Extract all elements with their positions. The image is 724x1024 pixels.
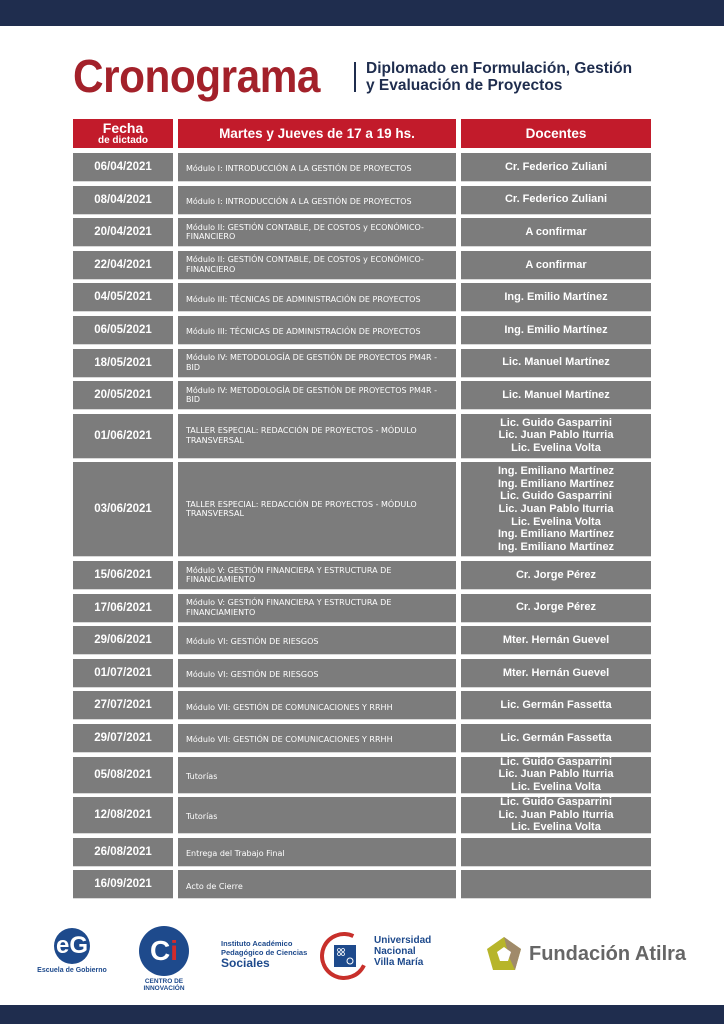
row-topic: Módulo III: TÉCNICAS DE ADMINISTRACIÓN DE PROYECTOS — [178, 316, 456, 344]
teacher-name: Lic. Juan Pablo Iturria — [498, 808, 614, 821]
centro-de-innovacion-logo — [137, 926, 191, 992]
teacher-name: A confirmar — [525, 258, 587, 271]
table-row — [73, 462, 651, 556]
row-topic: Módulo II: GESTIÓN CONTABLE, DE COSTOS y ECONÓMICO-FINANCIERO — [178, 218, 456, 246]
iapcs-line-3: Sociales — [221, 956, 270, 970]
table-row — [73, 414, 651, 458]
row-topic: Módulo III: TÉCNICAS DE ADMINISTRACIÓN DE PROYECTOS — [178, 283, 456, 311]
column-header-topic-label: Martes y Jueves de 17 a 19 hs. — [219, 126, 415, 141]
teacher-name: Cr. Federico Zuliani — [504, 193, 608, 206]
table-row — [73, 316, 651, 344]
row-teachers — [461, 218, 651, 246]
teacher-name: Lic. Juan Pablo Iturria — [498, 429, 614, 442]
teacher-name: Cr. Jorge Pérez — [515, 568, 597, 581]
row-teachers — [461, 186, 651, 214]
title-divider — [354, 62, 356, 92]
row-topic: Tutorías — [178, 797, 456, 833]
teacher-name: Lic. Guido Gasparrini — [500, 490, 612, 503]
escuela-de-gobierno-logo — [34, 928, 110, 974]
row-date: 05/08/2021 — [73, 757, 173, 793]
row-date: 29/06/2021 — [73, 626, 173, 654]
row-date: 04/05/2021 — [73, 283, 173, 311]
top-bar — [0, 0, 724, 26]
row-teachers — [461, 626, 651, 654]
row-topic: Módulo VI: GESTIÓN DE RIESGOS — [178, 659, 456, 687]
teacher-name: Lic. Evelina Volta — [511, 780, 601, 793]
table-row — [73, 659, 651, 687]
teacher-name: Mter. Hernán Guevel — [502, 633, 610, 646]
teacher-name: A confirmar — [525, 225, 587, 238]
table-row — [73, 561, 651, 589]
row-teachers — [461, 659, 651, 687]
atilra-pentagon-icon — [485, 935, 523, 973]
row-teachers — [461, 381, 651, 409]
row-teachers — [461, 870, 651, 898]
teacher-name: Lic. Evelina Volta — [511, 821, 601, 834]
row-teachers — [461, 283, 651, 311]
instituto-ciencias-sociales-logo — [221, 940, 307, 970]
row-date: 12/08/2021 — [73, 797, 173, 833]
unvm-square-icon — [334, 945, 356, 967]
bottom-bar — [0, 1005, 724, 1024]
table-row — [73, 626, 651, 654]
teacher-name: Lic. Guido Gasparrini — [500, 796, 612, 809]
row-teachers — [461, 724, 651, 752]
row-date: 15/06/2021 — [73, 561, 173, 589]
row-teachers — [461, 757, 651, 793]
table-row — [73, 381, 651, 409]
row-topic: Módulo VII: GESTIÓN DE COMUNICACIONES Y RRHH — [178, 724, 456, 752]
column-header-teachers-label: Docentes — [525, 126, 587, 141]
row-date: 01/06/2021 — [73, 414, 173, 458]
table-row — [73, 349, 651, 377]
table-row — [73, 218, 651, 246]
teacher-name: Ing. Emilio Martínez — [504, 291, 608, 304]
teacher-name: Lic. Germán Fassetta — [500, 731, 612, 744]
row-topic: Módulo VI: GESTIÓN DE RIESGOS — [178, 626, 456, 654]
row-date: 26/08/2021 — [73, 838, 173, 866]
row-teachers — [461, 838, 651, 866]
row-topic: Módulo IV: METODOLOGÍA DE GESTIÓN DE PROYECTOS PM4R - BID — [178, 381, 456, 409]
table-row — [73, 153, 651, 181]
unvm-logo — [320, 932, 445, 980]
row-date: 20/04/2021 — [73, 218, 173, 246]
teacher-name: Mter. Hernán Guevel — [502, 666, 610, 679]
table-row — [73, 757, 651, 793]
teacher-name: Ing. Emiliano Martínez — [497, 540, 615, 553]
eg-label: Escuela de Gobierno — [37, 967, 107, 974]
ci-mark-c: C — [149, 935, 171, 966]
row-teachers — [461, 561, 651, 589]
teacher-name: Lic. Juan Pablo Iturria — [498, 768, 614, 781]
column-header-date-main: Fecha — [102, 120, 144, 136]
row-date: 06/04/2021 — [73, 153, 173, 181]
row-topic: Módulo V: GESTIÓN FINANCIERA Y ESTRUCTURA DE FINANCIAMIENTO — [178, 561, 456, 589]
row-teachers — [461, 594, 651, 622]
column-header-teachers — [461, 119, 651, 148]
table-row — [73, 691, 651, 719]
footer-logos — [0, 920, 724, 1000]
teacher-name: Lic. Evelina Volta — [511, 441, 601, 454]
teacher-name: Cr. Federico Zuliani — [504, 160, 608, 173]
row-date: 20/05/2021 — [73, 381, 173, 409]
row-date: 03/06/2021 — [73, 462, 173, 556]
row-date: 08/04/2021 — [73, 186, 173, 214]
unvm-line-1: Universidad — [374, 935, 432, 946]
row-teachers — [461, 414, 651, 458]
teacher-name: Ing. Emiliano Martínez — [497, 528, 615, 541]
teacher-name: Ing. Emiliano Martínez — [497, 465, 615, 478]
row-teachers — [461, 691, 651, 719]
teacher-name: Lic. Evelina Volta — [511, 515, 601, 528]
row-date: 27/07/2021 — [73, 691, 173, 719]
column-header-date — [73, 119, 173, 148]
teacher-name: Cr. Jorge Pérez — [515, 601, 597, 614]
teacher-name: Lic. Manuel Martínez — [502, 388, 610, 401]
atilra-name: Fundación Atilra — [529, 942, 687, 965]
teacher-name: Lic. Germán Fassetta — [500, 699, 612, 712]
table-row — [73, 283, 651, 311]
row-date: 17/06/2021 — [73, 594, 173, 622]
row-topic: Módulo I: INTRODUCCIÓN A LA GESTIÓN DE PROYECTOS — [178, 153, 456, 181]
unvm-line-2: Nacional — [374, 946, 416, 957]
subtitle-line-2: y Evaluación de Proyectos — [366, 77, 563, 94]
row-teachers — [461, 797, 651, 833]
table-row — [73, 594, 651, 622]
teacher-name: Ing. Emilio Martínez — [504, 323, 608, 336]
fundacion-atilra-logo — [485, 934, 686, 974]
iapcs-line-1: Instituto Académico — [221, 939, 293, 948]
ci-label: CENTRO DE INNOVACIÓN — [143, 978, 185, 992]
unvm-text — [374, 935, 431, 968]
subtitle-line-1: Diplomado en Formulación, Gestión — [366, 60, 633, 77]
row-topic: TALLER ESPECIAL: REDACCIÓN DE PROYECTOS - MÓDULO TRANSVERSAL — [178, 462, 456, 556]
table-row — [73, 870, 651, 898]
row-date: 01/07/2021 — [73, 659, 173, 687]
eg-mark — [34, 928, 110, 964]
teacher-name: Lic. Juan Pablo Iturria — [498, 502, 614, 515]
table-row — [73, 797, 651, 833]
row-topic: Módulo II: GESTIÓN CONTABLE, DE COSTOS y ECONÓMICO-FINANCIERO — [178, 251, 456, 279]
row-teachers — [461, 153, 651, 181]
teacher-name: Lic. Guido Gasparrini — [500, 416, 612, 429]
unvm-line-3: Villa María — [374, 957, 424, 968]
row-date: 18/05/2021 — [73, 349, 173, 377]
row-topic: Módulo VII: GESTIÓN DE COMUNICACIONES Y RRHH — [178, 691, 456, 719]
row-date: 29/07/2021 — [73, 724, 173, 752]
table-row — [73, 724, 651, 752]
iapcs-line-2: Pedagógico de Ciencias — [221, 947, 308, 957]
table-row — [73, 186, 651, 214]
eg-mark-text: eG — [54, 928, 90, 964]
column-header-date-sub: de dictado — [97, 135, 148, 146]
teacher-name: Lic. Manuel Martínez — [502, 356, 610, 369]
row-topic: Entrega del Trabajo Final — [178, 838, 456, 866]
row-date: 06/05/2021 — [73, 316, 173, 344]
column-header-topic — [178, 119, 456, 148]
row-topic: Módulo V: GESTIÓN FINANCIERA Y ESTRUCTURA DE FINANCIAMIENTO — [178, 594, 456, 622]
table-row — [73, 251, 651, 279]
ci-mark — [139, 926, 189, 976]
teacher-name: Lic. Guido Gasparrini — [500, 755, 612, 768]
ci-mark-i: i — [170, 935, 178, 966]
row-date: 16/09/2021 — [73, 870, 173, 898]
table-row — [73, 838, 651, 866]
row-topic: Tutorías — [178, 757, 456, 793]
page-subtitle — [366, 60, 632, 94]
row-teachers — [461, 462, 651, 556]
teacher-name: Ing. Emiliano Martínez — [497, 477, 615, 490]
row-topic: Acto de Cierre — [178, 870, 456, 898]
row-teachers — [461, 349, 651, 377]
row-date: 22/04/2021 — [73, 251, 173, 279]
row-topic: Módulo I: INTRODUCCIÓN A LA GESTIÓN DE PROYECTOS — [178, 186, 456, 214]
row-teachers — [461, 251, 651, 279]
row-teachers — [461, 316, 651, 344]
page-title: Cronograma — [73, 50, 321, 102]
row-topic: Módulo IV: METODOLOGÍA DE GESTIÓN DE PROYECTOS PM4R - BID — [178, 349, 456, 377]
row-topic: TALLER ESPECIAL: REDACCIÓN DE PROYECTOS - MÓDULO TRANSVERSAL — [178, 414, 456, 458]
